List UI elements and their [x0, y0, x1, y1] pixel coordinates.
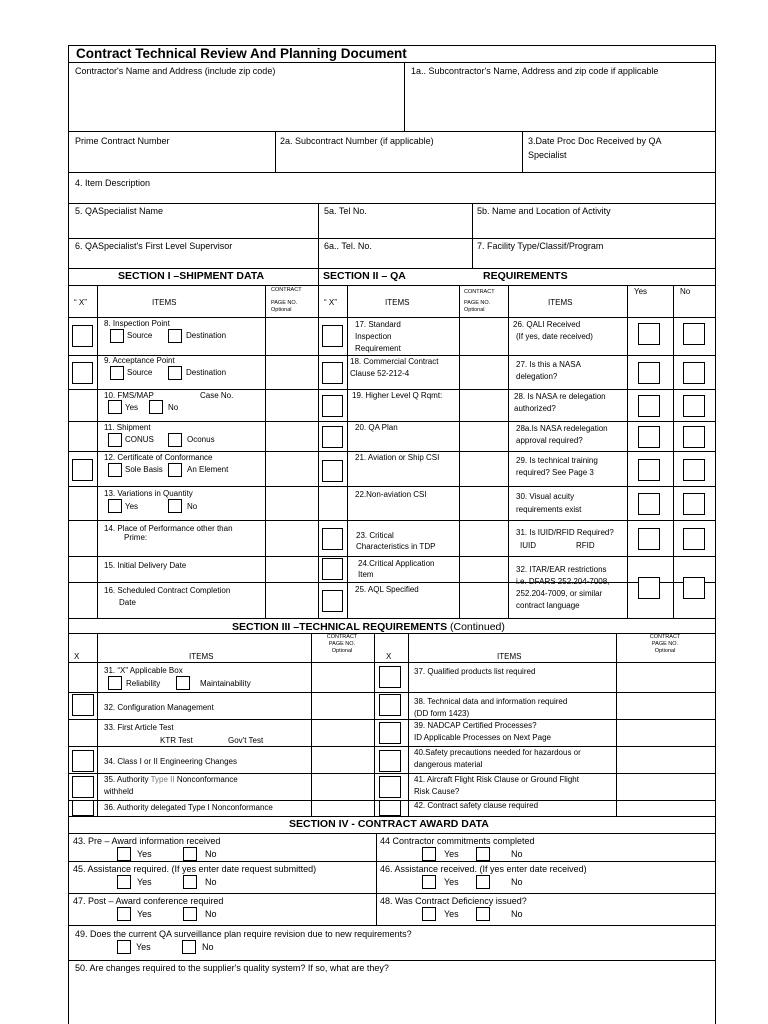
item-32-label-3: 252.204-7009, or similar — [516, 589, 603, 598]
rule — [627, 285, 628, 618]
subcontractor-name-label: 1a.. Subcontractor's Name, Address and zip code if applicable — [411, 66, 659, 76]
rule — [404, 62, 405, 131]
no-checkbox[interactable] — [683, 323, 705, 345]
checkbox[interactable] — [168, 329, 182, 343]
rule — [97, 633, 98, 816]
q48-label: 48. Was Contract Deficiency issued? — [380, 896, 527, 906]
yes-checkbox[interactable] — [117, 875, 131, 889]
item-26-label-2: (If yes, date received) — [516, 332, 593, 341]
rule — [68, 62, 716, 63]
no-checkbox[interactable] — [683, 577, 705, 599]
col-items: ITEMS — [189, 652, 214, 661]
rule — [68, 618, 716, 619]
no-checkbox[interactable] — [182, 940, 196, 954]
rule — [68, 389, 716, 390]
item-29-label: 29. Is technical training — [516, 456, 598, 465]
ktr-test-label: KTR Test — [160, 736, 193, 745]
rule — [68, 520, 716, 521]
item-35-authority: 35. Authority — [104, 775, 149, 784]
item-35-withheld: withheld — [104, 787, 134, 796]
item-39-label-2: ID Applicable Processes on Next Page — [414, 733, 551, 742]
checkbox[interactable] — [168, 433, 182, 447]
rule — [374, 633, 375, 816]
no-checkbox[interactable] — [183, 875, 197, 889]
subcontract-number-label: 2a. Subcontract Number (if applicable) — [280, 136, 434, 146]
item-23-label: 23. Critical — [356, 531, 394, 540]
yes-checkbox[interactable] — [117, 940, 131, 954]
rule — [68, 816, 716, 817]
col-page: CONTRACT — [326, 634, 358, 640]
rule — [68, 451, 716, 452]
checkbox[interactable] — [168, 499, 182, 513]
x-checkbox[interactable] — [322, 460, 343, 482]
item-description-label: 4. Item Description — [75, 178, 151, 188]
q46-label: 46. Assistance received. (If yes enter date received) — [380, 864, 587, 874]
no-label: No — [511, 909, 523, 919]
item-11-label: 11. Shipment — [104, 423, 151, 432]
yes-checkbox[interactable] — [638, 528, 660, 550]
x-checkbox[interactable] — [72, 325, 93, 347]
no-checkbox[interactable] — [683, 362, 705, 384]
yes-label: Yes — [137, 849, 152, 859]
no-checkbox[interactable] — [476, 847, 490, 861]
item-41-label: 41. Aircraft Flight Risk Clause or Ground Flight — [414, 775, 579, 784]
q47-label: 47. Post – Award conference required — [73, 896, 224, 906]
col-page-3: Optional — [654, 648, 676, 654]
section-1-heading: SECTION I –SHIPMENT DATA — [118, 270, 265, 282]
item-14-label: 14. Place of Performance other than — [104, 524, 233, 533]
yes-checkbox[interactable] — [638, 493, 660, 515]
checkbox[interactable] — [108, 676, 122, 690]
reliability-label: Reliability — [126, 679, 161, 688]
rule — [311, 633, 312, 816]
no-checkbox[interactable] — [683, 395, 705, 417]
rule — [68, 268, 716, 269]
rule — [68, 203, 716, 204]
rule — [68, 692, 716, 693]
rule — [68, 582, 716, 583]
col-page-2: PAGE NO. — [651, 641, 679, 647]
col-page-2: PAGE NO. — [464, 300, 491, 306]
q45-label: 45. Assistance required. (If yes enter date request submitted) — [73, 864, 317, 874]
no-label: No — [202, 942, 214, 952]
x-checkbox[interactable] — [322, 395, 343, 417]
col-items: ITEMS — [152, 298, 177, 307]
section-2-heading-b: REQUIREMENTS — [483, 270, 568, 282]
rule — [68, 131, 716, 132]
item-23-label-2: Characteristics in TDP — [356, 542, 436, 551]
rule — [97, 285, 98, 618]
yes-label: Yes — [137, 877, 152, 887]
rule — [68, 45, 69, 1024]
rule — [673, 285, 674, 618]
x-checkbox[interactable] — [72, 750, 94, 772]
x-checkbox[interactable] — [379, 776, 401, 798]
rule — [68, 861, 716, 862]
item-32-label-4: contract language — [516, 601, 580, 610]
iuid-label: IUID — [520, 541, 536, 550]
yes-checkbox[interactable] — [117, 847, 131, 861]
x-checkbox[interactable] — [72, 459, 93, 481]
item-9-label: 9. Acceptance Point — [104, 356, 175, 365]
section-3-continued: (Continued) — [450, 621, 505, 633]
item-33-label: 33. First Article Test — [104, 723, 174, 732]
x-checkbox[interactable] — [379, 750, 401, 772]
qa-specialist-label: 5. QASpecialist Name — [75, 206, 164, 216]
item-28a-label-2: approval required? — [516, 436, 583, 445]
checkbox[interactable] — [108, 463, 122, 477]
destination-label: Destination — [186, 368, 227, 377]
item-18-label-2: Clause 52-212-4 — [350, 369, 410, 378]
rule — [376, 833, 377, 925]
rule — [68, 238, 716, 239]
item-38-label-2: (DD form 1423) — [414, 709, 470, 718]
rule — [68, 317, 716, 318]
item-8-label: 8. Inspection Point — [104, 319, 170, 328]
x-checkbox[interactable] — [322, 558, 343, 580]
item-32-cm-label: 32. Configuration Management — [104, 703, 214, 712]
item-25-label: 25. AQL Specified — [355, 585, 419, 594]
checkbox[interactable] — [108, 499, 122, 513]
item-27-label-2: delegation? — [516, 372, 558, 381]
checkbox[interactable] — [110, 366, 124, 380]
item-29-label-2: required? See Page 3 — [516, 468, 594, 477]
item-17-label-3: Requirement — [355, 344, 401, 353]
col-x: “ X” — [324, 298, 337, 307]
rule — [408, 633, 409, 816]
section-4-heading: SECTION IV - CONTRACT AWARD DATA — [289, 818, 489, 830]
checkbox[interactable] — [108, 433, 122, 447]
col-x: X — [386, 652, 392, 661]
rule — [68, 960, 716, 961]
item-35-nonconformance: Nonconformance — [176, 775, 238, 784]
no-label: No — [205, 849, 217, 859]
yes-checkbox[interactable] — [638, 459, 660, 481]
rule — [508, 285, 509, 618]
x-checkbox[interactable] — [322, 325, 343, 347]
x-checkbox[interactable] — [322, 528, 343, 550]
item-32-label: 32. ITAR/EAR restrictions — [516, 565, 607, 574]
no-label: No — [205, 909, 217, 919]
rule — [68, 421, 716, 422]
col-page: CONTRACT — [464, 289, 495, 295]
no-label: No — [205, 877, 217, 887]
item-24-label-2: Item — [358, 570, 374, 579]
q43-label: 43. Pre – Award information received — [73, 836, 221, 846]
item-41-label-2: Risk Cause? — [414, 787, 460, 796]
rule — [68, 486, 716, 487]
item-39-label: 39. NADCAP Certified Processes? — [414, 721, 537, 730]
sole-basis-label: Sole Basis — [125, 465, 163, 474]
item-40-label: 40.Safety precautions needed for hazardous or — [414, 748, 581, 757]
no-checkbox[interactable] — [683, 528, 705, 550]
item-36-label: 36. Authority delegated Type I Nonconformance — [104, 803, 273, 812]
rule — [275, 131, 276, 172]
rule — [68, 719, 716, 720]
yes-label: Yes — [125, 403, 139, 412]
item-14-prime: Prime: — [124, 533, 148, 542]
rule — [68, 746, 716, 747]
col-page-3: Optional — [464, 307, 485, 313]
col-page-3: Optional — [331, 648, 353, 654]
x-checkbox[interactable] — [322, 590, 343, 612]
item-13-label: 13. Variations in Quantity — [104, 489, 193, 498]
item-26-label: 26. QALI Received — [513, 320, 581, 329]
source-label: Source — [127, 368, 153, 377]
rule — [472, 203, 473, 268]
col-page-2: PAGE NO. — [328, 641, 356, 647]
no-label: No — [168, 403, 179, 412]
col-page-2: PAGE NO. — [271, 300, 298, 306]
no-checkbox[interactable] — [683, 493, 705, 515]
checkbox[interactable] — [176, 676, 190, 690]
rule — [522, 131, 523, 172]
rule — [68, 556, 716, 557]
x-checkbox[interactable] — [322, 426, 343, 448]
yes-label: Yes — [136, 942, 151, 952]
checkbox[interactable] — [168, 463, 182, 477]
item-35-label — [104, 775, 238, 785]
yes-checkbox[interactable] — [638, 426, 660, 448]
item-18-label: 18. Commercial Contract — [350, 357, 439, 366]
item-16-date: Date — [119, 598, 136, 607]
item-38-label: 38. Technical data and information required — [414, 697, 568, 706]
yes-label: Yes — [444, 909, 459, 919]
item-37-label: 37. Qualified products list required — [414, 667, 536, 676]
item-17-label-2: Inspection — [355, 332, 392, 341]
date-received-label-2: Specialist — [528, 150, 567, 160]
no-checkbox[interactable] — [476, 875, 490, 889]
col-items: ITEMS — [548, 298, 573, 307]
no-checkbox[interactable] — [683, 426, 705, 448]
item-21-label: 21. Aviation or Ship CSI — [355, 453, 440, 462]
item-40-label-2: dangerous material — [414, 760, 483, 769]
item-16-label: 16. Scheduled Contract Completion — [104, 586, 231, 595]
rule — [318, 203, 319, 268]
x-checkbox[interactable] — [379, 694, 401, 716]
maintainability-label: Maintainability — [200, 679, 251, 688]
item-17-label: 17. Standard — [355, 320, 401, 329]
rule — [616, 633, 617, 816]
rule — [715, 45, 716, 1024]
yes-checkbox[interactable] — [117, 907, 131, 921]
x-checkbox[interactable] — [72, 694, 94, 716]
yes-checkbox[interactable] — [638, 577, 660, 599]
item-31-applicable-label: 31. “X” Applicable Box — [104, 666, 183, 675]
col-x: “ X” — [74, 298, 87, 307]
yes-checkbox[interactable] — [638, 395, 660, 417]
activity-label: 5b. Name and Location of Activity — [477, 206, 611, 216]
x-checkbox[interactable] — [72, 800, 94, 816]
item-28-label: 28. Is NASA re delegation — [514, 392, 606, 401]
item-35-type: Type II — [150, 775, 175, 784]
page-title: Contract Technical Review And Planning Document — [76, 46, 407, 61]
rule — [68, 893, 716, 894]
col-items: ITEMS — [497, 652, 522, 661]
rule — [68, 925, 716, 926]
item-42-label: 42. Contract safety clause required — [414, 801, 539, 810]
item-34-label: 34. Class I or II Engineering Changes — [104, 757, 237, 766]
item-10-label: 10. FMS/MAP — [104, 391, 154, 400]
item-32-label-2: i.e. DFARS 252.204-7008, — [516, 577, 610, 586]
rule — [318, 268, 319, 618]
rule — [68, 773, 716, 774]
yes-label: Yes — [444, 849, 459, 859]
col-items: ITEMS — [385, 298, 410, 307]
item-27-label: 27. Is this a NASA — [516, 360, 581, 369]
an-element-label: An Element — [187, 465, 229, 474]
yes-checkbox[interactable] — [638, 323, 660, 345]
yes-label: Yes — [444, 877, 459, 887]
no-checkbox[interactable] — [476, 907, 490, 921]
contractor-name-label: Contractor's Name and Address (include zip code) — [75, 66, 276, 76]
q44-label: 44 Contractor commitments completed — [380, 836, 535, 846]
item-28-label-2: authorized? — [514, 404, 556, 413]
item-15-label: 15. Initial Delivery Date — [104, 561, 187, 570]
rule — [68, 172, 716, 173]
yes-checkbox[interactable] — [422, 875, 436, 889]
x-checkbox[interactable] — [322, 362, 343, 384]
col-yes: Yes — [634, 287, 648, 296]
col-page: CONTRACT — [649, 634, 681, 640]
item-24-label: 24.Critical Application — [358, 559, 435, 568]
destination-label: Destination — [186, 331, 227, 340]
rfid-label: RFID — [576, 541, 595, 550]
conus-label: CONUS — [125, 435, 154, 444]
item-12-label: 12. Certificate of Conformance — [104, 453, 213, 462]
q49-label: 49. Does the current QA surveillance plan require revision due to new requirements? — [75, 929, 412, 939]
no-label: No — [511, 849, 523, 859]
checkbox[interactable] — [149, 400, 163, 414]
no-checkbox[interactable] — [183, 907, 197, 921]
item-30-label: 30. Visual acuity — [516, 492, 575, 501]
section-3-title: SECTION III –TECHNICAL REQUIREMENTS — [232, 621, 448, 633]
col-no: No — [680, 287, 691, 296]
no-label: No — [511, 877, 523, 887]
no-checkbox[interactable] — [683, 459, 705, 481]
rule — [347, 285, 348, 618]
item-28a-label: 28a.Is NASA redelegation — [516, 424, 608, 433]
x-checkbox[interactable] — [379, 800, 401, 816]
no-checkbox[interactable] — [183, 847, 197, 861]
rule — [68, 633, 716, 634]
yes-label: Yes — [125, 502, 139, 511]
date-received-label: 3.Date Proc Doc Received by QA — [528, 136, 662, 146]
tel-no-2-label: 6a.. Tel. No. — [324, 241, 372, 251]
rule — [68, 833, 716, 834]
x-checkbox[interactable] — [379, 666, 401, 688]
x-checkbox[interactable] — [72, 776, 94, 798]
case-no-label: Case No. — [200, 391, 234, 400]
item-19-label: 19. Higher Level Q Rqmt: — [352, 391, 443, 400]
col-x: X — [74, 652, 80, 661]
col-page: CONTRACT — [271, 287, 302, 293]
rule — [265, 285, 266, 618]
checkbox[interactable] — [108, 400, 122, 414]
tel-no-label: 5a. Tel No. — [324, 206, 367, 216]
yes-checkbox[interactable] — [422, 907, 436, 921]
col-page-3: Optional — [271, 307, 292, 313]
section-3-heading — [232, 621, 505, 633]
yes-checkbox[interactable] — [422, 847, 436, 861]
yes-label: Yes — [137, 909, 152, 919]
checkbox[interactable] — [168, 366, 182, 380]
source-label: Source — [127, 331, 153, 340]
no-label: No — [187, 502, 198, 511]
item-22-label: 22.Non-aviation CSI — [355, 490, 427, 499]
item-30-label-2: requirements exist — [516, 505, 582, 514]
item-31-label: 31. Is IUID/RFID Required? — [516, 528, 614, 537]
item-20-label: 20. QA Plan — [355, 423, 398, 432]
x-checkbox[interactable] — [379, 722, 401, 744]
rule — [68, 662, 716, 663]
rule — [68, 285, 716, 286]
oconus-label: Oconus — [187, 435, 215, 444]
facility-type-label: 7. Facility Type/Classif/Program — [477, 241, 604, 251]
section-2-heading: SECTION II – QA — [323, 270, 406, 282]
supervisor-label: 6. QASpecialist's First Level Supervisor — [75, 241, 233, 251]
prime-contract-label: Prime Contract Number — [75, 136, 170, 146]
checkbox[interactable] — [110, 329, 124, 343]
govt-test-label: Gov't Test — [228, 736, 264, 745]
rule — [459, 285, 460, 618]
yes-checkbox[interactable] — [638, 362, 660, 384]
x-checkbox[interactable] — [72, 362, 93, 384]
q50-label: 50. Are changes required to the supplier's quality system? If so, what are they? — [75, 963, 389, 973]
